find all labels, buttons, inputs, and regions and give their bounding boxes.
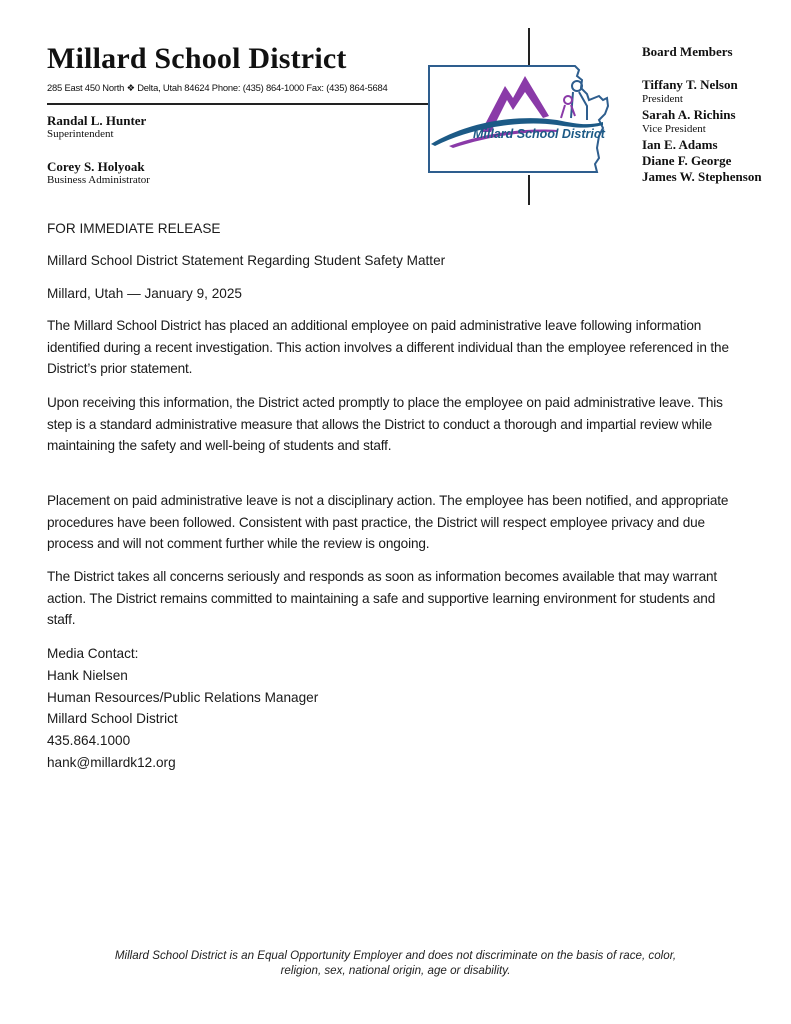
officer-business-admin [47, 159, 150, 187]
media-contact-label: Media Contact: [47, 646, 139, 661]
paragraph: The District takes all concerns seriously and responds as soon as information becomes available that may warrant action. The District remains committed to maintaining a safe and supportive learning environment for students and staff. [47, 569, 718, 627]
media-contact-title: Human Resources/Public Relations Manager [47, 689, 319, 705]
release-label: FOR IMMEDIATE RELEASE [47, 221, 221, 236]
officer-title: Business Administrator [47, 174, 150, 186]
paragraph: Placement on paid administrative leave is not a disciplinary action. The employee has been notified, and appropriate procedures have been followed. Consistent with past practice, the District will respect employee privacy and due process and will not comment further while the review is ongoing. [47, 493, 729, 551]
media-contact-phone: 435.864.1000 [47, 733, 131, 749]
release-dateline: Millard, Utah — January 9, 2025 [47, 286, 242, 301]
paragraph: Upon receiving this information, the District acted promptly to place the employee on paid administrative leave. This step is a standard administrative measure that allows the District to conduct a thorough and impartial review while maintaining the safety and well-being of students and staff. [47, 395, 723, 453]
board-member-name: Tiffany T. Nelson [642, 77, 738, 92]
logo-text: Millard School District [473, 127, 605, 141]
officer-name: Randal L. Hunter [47, 113, 147, 128]
footer-line-2: religion, sex, national origin, age or disability. [280, 964, 511, 977]
board-member-role: Vice President [642, 123, 706, 135]
officer-name: Corey S. Holyoak [47, 159, 145, 174]
eeo-footer [40, 948, 751, 978]
district-address: 285 East 450 North ❖ Delta, Utah 84624 Phone: (435) 864-1000 Fax: (435) 864-5684 [47, 82, 388, 93]
officer-superintendent [47, 113, 146, 141]
media-contact-email[interactable]: hank@millardk12.org [47, 754, 176, 770]
district-logo [427, 62, 635, 176]
paragraph: The Millard School District has placed an additional employee on paid administrative leave following information identified during a recent investigation. This action involves a different individual than the employee referenced in the District’s prior statement. [47, 318, 729, 376]
board-member-name: Diane F. George [642, 153, 732, 168]
footer-line-1: Millard School District is an Equal Opportunity Employer and does not discriminate on the basis of race, color, [114, 949, 677, 962]
header-rule [47, 103, 430, 105]
board-heading: Board Members [642, 44, 733, 59]
board-member-name: James W. Stephenson [642, 169, 762, 184]
officer-title: Superintendent [47, 128, 114, 140]
board-member-name: Sarah A. Richins [642, 107, 736, 122]
vertical-rule-bottom [528, 175, 530, 205]
media-contact [47, 643, 318, 774]
board-members [642, 44, 762, 185]
board-member-name: Ian E. Adams [642, 137, 718, 152]
media-contact-organization: Millard School District [47, 711, 178, 727]
utah-county-map-icon [427, 62, 635, 176]
media-contact-name: Hank Nielsen [47, 667, 128, 683]
release-headline: Millard School District Statement Regarding Student Safety Matter [47, 253, 446, 268]
district-name: Millard School District [47, 42, 347, 75]
board-member-role: President [642, 93, 683, 105]
